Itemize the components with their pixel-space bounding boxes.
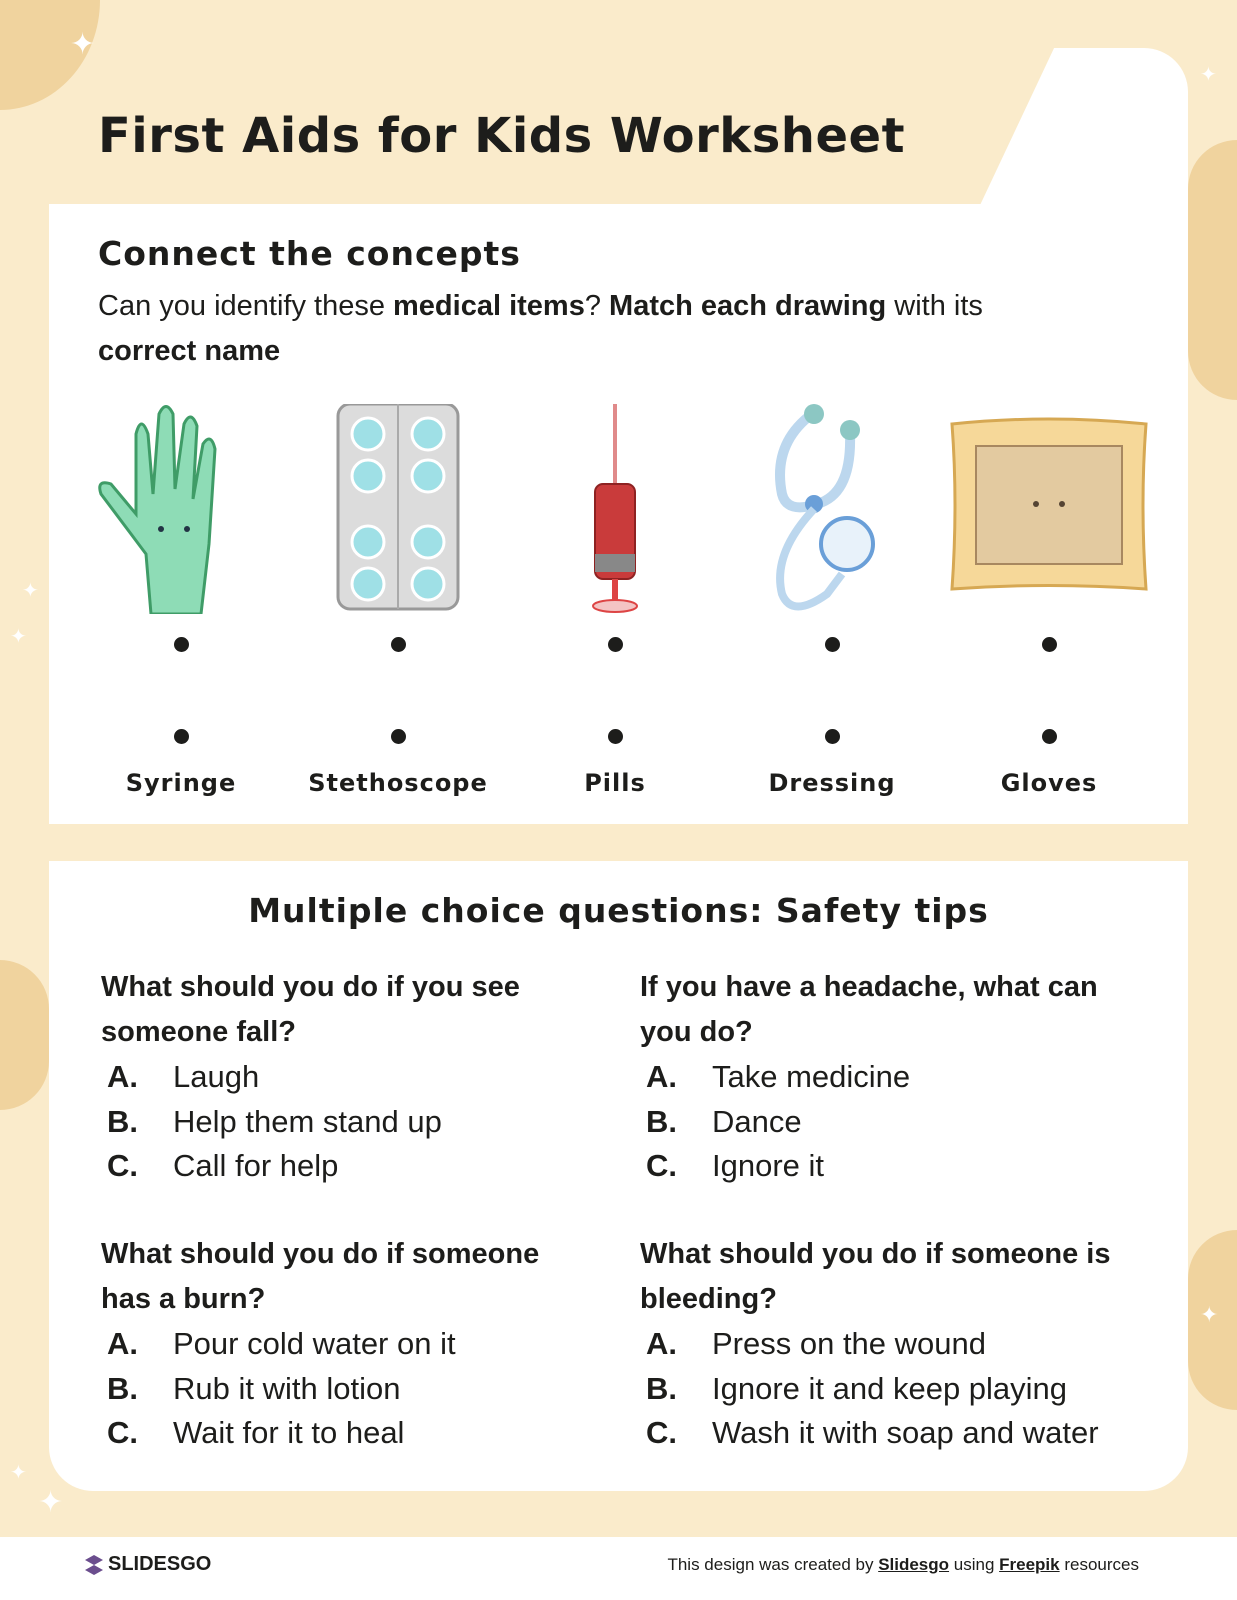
match-dot-bottom[interactable] — [174, 729, 189, 744]
option[interactable] — [101, 1100, 591, 1145]
option-letter: A. — [646, 1059, 677, 1094]
footer — [0, 1537, 1237, 1600]
option-letter: B. — [646, 1103, 677, 1139]
option-letter: B. — [107, 1370, 138, 1406]
option-letter: A. — [107, 1059, 138, 1094]
label-syringe: Syringe — [125, 769, 237, 797]
option-text: Wait for it to heal — [173, 1415, 405, 1450]
question-text: If you have a headache, what can you do? — [640, 971, 1098, 1048]
option-letter: A. — [107, 1326, 138, 1361]
option-letter: B. — [646, 1370, 677, 1406]
option-letter: C. — [646, 1148, 677, 1183]
multiple-choice-panel — [49, 861, 1188, 1491]
logo-text: SLIDESGO — [108, 1553, 212, 1575]
question-text: What should you do if someone has a burn? — [101, 1238, 540, 1315]
option-text: Rub it with lotion — [173, 1370, 401, 1406]
option[interactable] — [640, 1367, 1160, 1412]
option[interactable] — [640, 1100, 1130, 1145]
option[interactable] — [640, 1055, 1130, 1100]
match-dot-top[interactable] — [608, 637, 623, 652]
decor-blob — [0, 960, 49, 1110]
option-text: Press on the wound — [712, 1326, 987, 1361]
option[interactable] — [101, 1322, 591, 1367]
section-heading: Connect the concepts — [98, 234, 521, 273]
label-gloves: Gloves — [1000, 769, 1098, 797]
label-stethoscope: Stethoscope — [308, 769, 488, 797]
option-text: Dance — [712, 1103, 802, 1139]
option-text: Take medicine — [712, 1059, 911, 1094]
intro-bold: medical items — [393, 290, 585, 322]
match-dot-top[interactable] — [825, 637, 840, 652]
slidesgo-logo-icon — [84, 1554, 104, 1576]
option[interactable] — [101, 1411, 591, 1456]
option-text: Help them stand up — [173, 1103, 442, 1139]
credit-text — [667, 1555, 1139, 1575]
option-text: Ignore it — [712, 1148, 825, 1183]
match-dot-bottom[interactable] — [608, 729, 623, 744]
dressing-icon — [944, 404, 1154, 614]
slidesgo-logo — [84, 1553, 211, 1576]
question-1 — [101, 965, 591, 1189]
option[interactable] — [101, 1144, 591, 1189]
pills-icon — [298, 404, 498, 614]
star-icon: ✦ — [10, 1460, 27, 1484]
option[interactable] — [640, 1411, 1160, 1456]
intro-text: with its — [886, 290, 983, 322]
question-4 — [640, 1232, 1160, 1456]
star-icon: ✦ — [10, 624, 27, 648]
question-text: What should you do if you see someone fall? — [101, 971, 520, 1048]
option-letter: B. — [107, 1103, 138, 1139]
label-pills: Pills — [584, 769, 646, 797]
question-2 — [640, 965, 1130, 1189]
syringe-icon — [515, 404, 715, 614]
intro-bold: correct name — [98, 335, 281, 367]
option-text: Pour cold water on it — [173, 1326, 456, 1361]
option[interactable] — [640, 1322, 1160, 1367]
decor-blob — [1188, 140, 1237, 400]
star-icon: ✦ — [22, 578, 39, 602]
intro-text: ? — [584, 290, 610, 322]
match-dot-bottom[interactable] — [391, 729, 406, 744]
option[interactable] — [101, 1055, 591, 1100]
credit-part: resources — [1059, 1555, 1139, 1574]
star-icon: ✦ — [70, 27, 96, 62]
page-title: First Aids for Kids Worksheet — [98, 108, 906, 164]
option[interactable] — [101, 1367, 591, 1412]
gloves-icon — [81, 404, 281, 614]
option-letter: C. — [646, 1415, 677, 1450]
question-3 — [101, 1232, 591, 1456]
section-heading: Multiple choice questions: Safety tips — [248, 891, 989, 930]
match-dot-bottom[interactable] — [825, 729, 840, 744]
option-text: Call for help — [173, 1148, 339, 1183]
option-letter: C. — [107, 1148, 138, 1183]
option-text: Laugh — [173, 1059, 260, 1094]
star-icon: ✦ — [38, 1485, 64, 1520]
star-icon: ✦ — [1200, 62, 1217, 86]
question-text: What should you do if someone is bleeding? — [640, 1238, 1111, 1315]
intro-bold: Match each drawing — [609, 290, 887, 322]
stethoscope-icon — [732, 404, 932, 614]
slidesgo-link[interactable]: Slidesgo — [878, 1555, 950, 1574]
option-text: Wash it with soap and water — [712, 1415, 1099, 1450]
match-dot-top[interactable] — [1042, 637, 1057, 652]
credit-part: using — [949, 1555, 1000, 1574]
intro-text: Can you identify these — [98, 290, 394, 322]
option-letter: A. — [646, 1326, 677, 1361]
star-icon: ✦ — [1200, 1303, 1219, 1328]
match-dot-top[interactable] — [174, 637, 189, 652]
label-dressing: Dressing — [768, 769, 896, 797]
connect-concepts-panel — [49, 204, 1188, 824]
option[interactable] — [640, 1144, 1130, 1189]
credit-part: This design was created by — [667, 1555, 879, 1574]
freepik-link[interactable]: Freepik — [999, 1555, 1060, 1574]
option-letter: C. — [107, 1415, 138, 1450]
instructions — [98, 284, 1138, 374]
option-text: Ignore it and keep playing — [712, 1370, 1068, 1406]
match-dot-top[interactable] — [391, 637, 406, 652]
match-dot-bottom[interactable] — [1042, 729, 1057, 744]
